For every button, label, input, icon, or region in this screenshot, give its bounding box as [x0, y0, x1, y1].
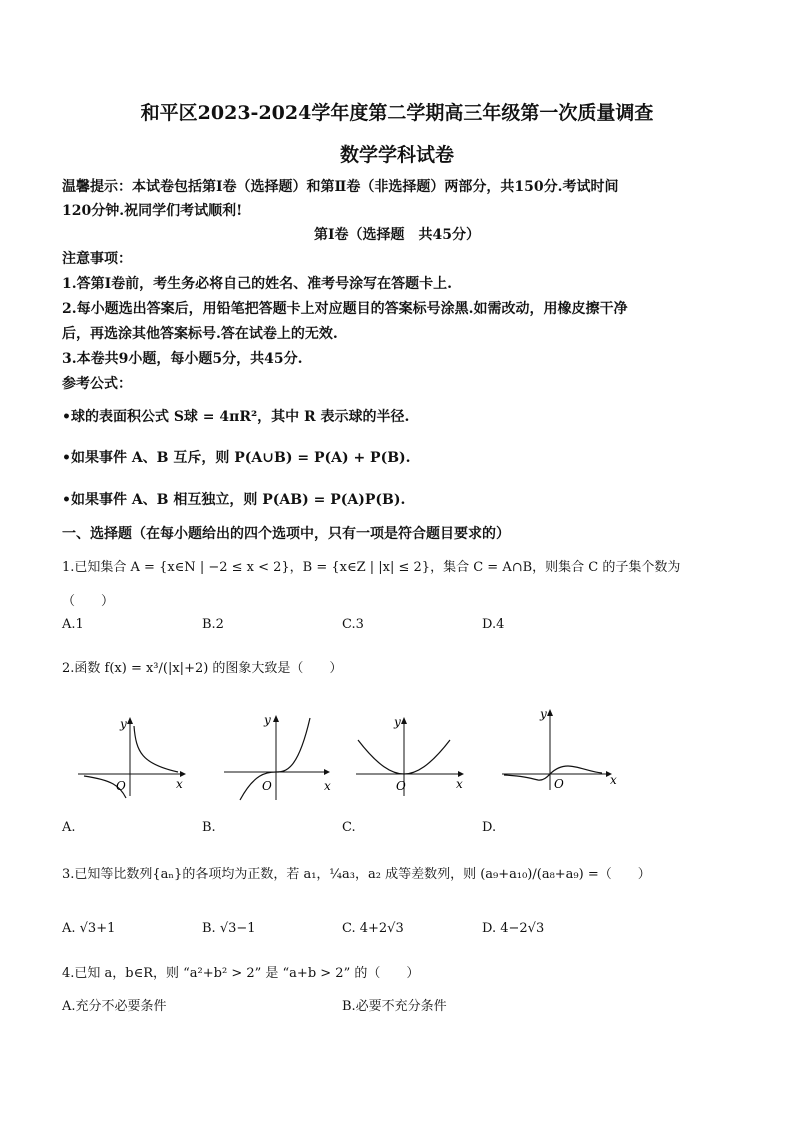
q2-c-y-label: y [394, 715, 401, 729]
q3-option-a: A. √3+1 [62, 921, 116, 936]
q1-paren: （ ） [62, 594, 115, 609]
q2-d-x-label: x [610, 773, 617, 787]
q2-graph-d [498, 704, 622, 792]
notes-item-2-line-1: 2.每小题选出答案后，用铅笔把答题卡上对应题目的答案标号涂黑.如需改动，用橡皮擦干净 [62, 301, 628, 317]
formula-sphere-area: •球的表面积公式 S球 = 4πR²，其中 R 表示球的半径. [62, 409, 410, 425]
notes-item-2-line-2: 后，再选涂其他答案标号.答在试卷上的无效. [62, 326, 338, 342]
q3-option-b: B. √3−1 [202, 921, 256, 936]
intro-line-1: 温馨提示：本试卷包括第Ⅰ卷（选择题）和第Ⅱ卷（非选择题）两部分，共150分.考试时间 [62, 179, 619, 195]
q2-a-x-label: x [176, 777, 183, 791]
intro-line-2: 120分钟.祝同学们考试顺利! [62, 203, 243, 219]
q3-stem: 3.已知等比数列{aₙ}的各项均为正数，若 a₁，¼a₃，a₂ 成等差数列，则 (a₉+a₁₀)/(a₈+a₉) =（ ） [62, 867, 651, 882]
section-choice-heading: 一、选择题（在每小题给出的四个选项中，只有一项是符合题目要求的） [62, 526, 510, 542]
q2-c-origin: O [396, 779, 406, 793]
q3-option-d: D. 4−2√3 [482, 921, 545, 936]
q2-d-origin: O [554, 777, 564, 791]
notes-heading: 注意事项： [62, 251, 132, 267]
q1-option-c: C.3 [342, 617, 364, 632]
formulas-heading: 参考公式： [62, 376, 132, 392]
q4-option-a: A.充分不必要条件 [62, 999, 167, 1014]
q2-b-x-label: x [324, 779, 331, 793]
q2-option-a: A. [62, 820, 76, 835]
q2-a-y-label: y [120, 717, 127, 731]
q2-c-x-label: x [456, 777, 463, 791]
q2-option-d: D. [482, 820, 497, 835]
q1-stem: 1.已知集合 A = {x∈N | −2 ≤ x < 2}，B = {x∈Z | |x| ≤ 2}，集合 C = A∩B，则集合 C 的子集个数为 [62, 560, 681, 575]
q2-option-c: C. [342, 820, 356, 835]
exam-title: 和平区2023-2024学年度第二学期高三年级第一次质量调查 [140, 102, 654, 124]
q2-option-b: B. [202, 820, 216, 835]
q2-d-y-label: y [540, 707, 547, 721]
q2-graph-b [220, 710, 338, 802]
q4-option-b: B.必要不充分条件 [342, 999, 447, 1014]
q4-stem: 4.已知 a，b∈R，则 “a²+b² > 2” 是 “a+b > 2” 的（ ） [62, 966, 420, 981]
q2-b-y-label: y [264, 713, 271, 727]
q1-option-a: A.1 [62, 617, 84, 632]
q1-option-b: B.2 [202, 617, 224, 632]
formula-exclusive-events: •如果事件 A、B 互斥，则 P(A∪B) = P(A) + P(B). [62, 450, 411, 466]
exam-subtitle: 数学学科试卷 [339, 144, 454, 166]
notes-item-3: 3.本卷共9小题，每小题5分，共45分. [62, 351, 303, 367]
q2-stem: 2.函数 f(x) = x³/(|x|+2) 的图象大致是（ ） [62, 661, 343, 676]
part1-heading: 第Ⅰ卷（选择题 共45分） [313, 227, 481, 243]
q1-option-d: D.4 [482, 617, 505, 632]
q2-graph-a [72, 712, 190, 800]
formula-independent-events: •如果事件 A、B 相互独立，则 P(AB) = P(A)P(B). [62, 492, 406, 508]
q2-a-origin: O [116, 779, 126, 793]
q2-graph-c [352, 712, 470, 800]
notes-item-1: 1.答第Ⅰ卷前，考生务必将自己的姓名、准考号涂写在答题卡上. [62, 276, 453, 292]
q2-b-origin: O [262, 779, 272, 793]
q3-option-c: C. 4+2√3 [342, 921, 404, 936]
